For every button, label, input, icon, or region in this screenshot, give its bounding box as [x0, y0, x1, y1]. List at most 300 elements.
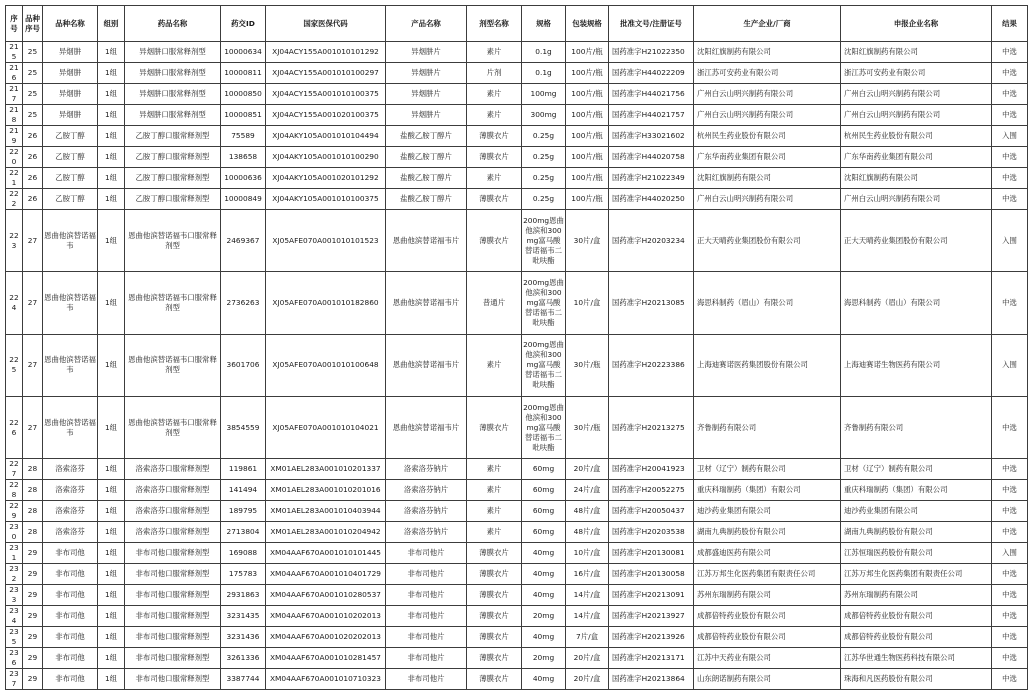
cell-serial-no: 237 [6, 669, 23, 690]
cell-variety-no: 28 [23, 480, 43, 501]
cell-result: 中选 [992, 396, 1028, 458]
cell-product-name: 非布司他片 [386, 669, 467, 690]
cell-variety-name: 乙胺丁醇 [43, 189, 98, 210]
cell-variety-no: 27 [23, 396, 43, 458]
header-cell: 品种序号 [23, 6, 43, 42]
table-row [6, 105, 1028, 126]
cell-package-spec: 20片/盒 [566, 669, 609, 690]
cell-applicant: 珠海和凡医药股份有限公司 [841, 669, 992, 690]
header-cell: 剂型名称 [467, 6, 522, 42]
cell-result: 中选 [992, 501, 1028, 522]
cell-variety-no: 28 [23, 501, 43, 522]
cell-applicant: 成都倍特药业股份有限公司 [841, 606, 992, 627]
header-cell: 规格 [522, 6, 566, 42]
cell-result: 中选 [992, 168, 1028, 189]
cell-approval-number: 国药准字H20213085 [609, 272, 694, 334]
cell-specification: 60mg [522, 459, 566, 480]
cell-dosage-form: 素片 [467, 105, 522, 126]
cell-product-name: 洛索洛芬钠片 [386, 522, 467, 543]
cell-applicant: 上海迪赛诺生物医药有限公司 [841, 334, 992, 396]
cell-applicant: 江苏恒瑞医药股份有限公司 [841, 543, 992, 564]
cell-insurance-code: XJ04AKY105A001010100375 [266, 189, 386, 210]
cell-specification: 200mg恩曲他滨和300mg富马酸替诺福韦二吡呋酯 [522, 334, 566, 396]
cell-specification: 40mg [522, 543, 566, 564]
cell-variety-name: 非布司他 [43, 543, 98, 564]
cell-manufacturer: 迪沙药业集团有限公司 [694, 501, 841, 522]
cell-approval-number: 国药准字H44022209 [609, 63, 694, 84]
cell-package-spec: 30片/盒 [566, 210, 609, 272]
cell-product-name: 盐酸乙胺丁醇片 [386, 126, 467, 147]
cell-specification: 60mg [522, 480, 566, 501]
cell-serial-no: 235 [6, 627, 23, 648]
cell-group: 1组 [98, 210, 125, 272]
cell-serial-no: 222 [6, 189, 23, 210]
cell-manufacturer: 海思科制药（眉山）有限公司 [694, 272, 841, 334]
cell-applicant: 杭州民生药业股份有限公司 [841, 126, 992, 147]
cell-manufacturer: 广州白云山明兴制药有限公司 [694, 84, 841, 105]
table-row [6, 84, 1028, 105]
cell-drug-name: 洛索洛芬口服常释剂型 [125, 459, 221, 480]
table-row [6, 606, 1028, 627]
cell-group: 1组 [98, 459, 125, 480]
cell-variety-no: 29 [23, 543, 43, 564]
cell-dosage-form: 薄膜衣片 [467, 189, 522, 210]
cell-serial-no: 224 [6, 272, 23, 334]
cell-dosage-form: 素片 [467, 480, 522, 501]
cell-drug-name: 非布司他口服常释剂型 [125, 606, 221, 627]
cell-manufacturer: 杭州民生药业股份有限公司 [694, 126, 841, 147]
cell-exchange-id: 3387744 [221, 669, 266, 690]
cell-product-name: 洛索洛芬钠片 [386, 501, 467, 522]
table-row [6, 210, 1028, 272]
cell-variety-name: 异烟肼 [43, 84, 98, 105]
cell-dosage-form: 薄膜衣片 [467, 396, 522, 458]
cell-dosage-form: 薄膜衣片 [467, 669, 522, 690]
cell-variety-no: 27 [23, 210, 43, 272]
cell-applicant: 江苏万邦生化医药集团有限责任公司 [841, 564, 992, 585]
cell-approval-number: 国药准字H20223386 [609, 334, 694, 396]
cell-exchange-id: 10000849 [221, 189, 266, 210]
cell-specification: 20mg [522, 606, 566, 627]
cell-dosage-form: 薄膜衣片 [467, 585, 522, 606]
cell-drug-name: 洛索洛芬口服常释剂型 [125, 522, 221, 543]
cell-product-name: 洛索洛芬钠片 [386, 480, 467, 501]
cell-serial-no: 220 [6, 147, 23, 168]
cell-serial-no: 221 [6, 168, 23, 189]
header-cell: 品种名称 [43, 6, 98, 42]
cell-dosage-form: 素片 [467, 501, 522, 522]
cell-result: 中选 [992, 606, 1028, 627]
header-cell: 申报企业名称 [841, 6, 992, 42]
cell-variety-name: 异烟肼 [43, 63, 98, 84]
cell-variety-no: 25 [23, 42, 43, 63]
cell-specification: 40mg [522, 669, 566, 690]
cell-applicant: 正大天晴药业集团股份有限公司 [841, 210, 992, 272]
cell-approval-number: 国药准字H20213275 [609, 396, 694, 458]
table-row [6, 42, 1028, 63]
cell-insurance-code: XJ04AKY105A001020101292 [266, 168, 386, 189]
cell-approval-number: 国药准字H44021756 [609, 84, 694, 105]
cell-variety-no: 26 [23, 126, 43, 147]
cell-group: 1组 [98, 63, 125, 84]
cell-exchange-id: 3231435 [221, 606, 266, 627]
cell-result: 中选 [992, 480, 1028, 501]
cell-approval-number: 国药准字H20130081 [609, 543, 694, 564]
table-row [6, 126, 1028, 147]
cell-variety-no: 27 [23, 272, 43, 334]
cell-manufacturer: 齐鲁制药有限公司 [694, 396, 841, 458]
cell-group: 1组 [98, 189, 125, 210]
cell-specification: 40mg [522, 564, 566, 585]
cell-dosage-form: 薄膜衣片 [467, 648, 522, 669]
cell-product-name: 盐酸乙胺丁醇片 [386, 189, 467, 210]
cell-applicant: 广州白云山明兴制药有限公司 [841, 189, 992, 210]
cell-approval-number: 国药准字H33021602 [609, 126, 694, 147]
cell-insurance-code: XM01AEL283A001010403944 [266, 501, 386, 522]
cell-applicant: 沈阳红旗制药有限公司 [841, 168, 992, 189]
cell-insurance-code: XJ04ACY155A001010100375 [266, 84, 386, 105]
cell-approval-number: 国药准字H20203538 [609, 522, 694, 543]
cell-variety-name: 非布司他 [43, 585, 98, 606]
table-row [6, 272, 1028, 334]
cell-group: 1组 [98, 272, 125, 334]
cell-manufacturer: 成都盛迪医药有限公司 [694, 543, 841, 564]
table-row [6, 648, 1028, 669]
drug-procurement-table [5, 5, 1028, 690]
cell-package-spec: 100片/瓶 [566, 63, 609, 84]
header-cell: 批准文号/注册证号 [609, 6, 694, 42]
cell-approval-number: 国药准字H20052275 [609, 480, 694, 501]
table-body [6, 42, 1028, 690]
cell-product-name: 非布司他片 [386, 543, 467, 564]
cell-result: 中选 [992, 63, 1028, 84]
cell-specification: 0.25g [522, 147, 566, 168]
cell-result: 中选 [992, 648, 1028, 669]
cell-variety-no: 26 [23, 168, 43, 189]
table-row [6, 564, 1028, 585]
cell-serial-no: 227 [6, 459, 23, 480]
cell-serial-no: 231 [6, 543, 23, 564]
cell-specification: 40mg [522, 627, 566, 648]
cell-drug-name: 异烟肼口服常释剂型 [125, 42, 221, 63]
cell-package-spec: 14片/盒 [566, 606, 609, 627]
table-row [6, 585, 1028, 606]
cell-serial-no: 236 [6, 648, 23, 669]
cell-dosage-form: 普通片 [467, 272, 522, 334]
cell-insurance-code: XM01AEL283A001010204942 [266, 522, 386, 543]
table-row [6, 189, 1028, 210]
cell-manufacturer: 卫材（辽宁）制药有限公司 [694, 459, 841, 480]
cell-insurance-code: XJ04AKY105A001010100290 [266, 147, 386, 168]
cell-dosage-form: 素片 [467, 459, 522, 480]
cell-applicant: 广东华南药业集团有限公司 [841, 147, 992, 168]
cell-insurance-code: XM04AAF670A001010280537 [266, 585, 386, 606]
cell-variety-no: 29 [23, 564, 43, 585]
cell-insurance-code: XJ05AFE070A001010101523 [266, 210, 386, 272]
cell-insurance-code: XJ05AFE070A001010104021 [266, 396, 386, 458]
cell-product-name: 非布司他片 [386, 564, 467, 585]
cell-variety-no: 29 [23, 585, 43, 606]
cell-variety-name: 非布司他 [43, 627, 98, 648]
cell-variety-name: 洛索洛芬 [43, 522, 98, 543]
cell-applicant: 齐鲁制药有限公司 [841, 396, 992, 458]
cell-group: 1组 [98, 501, 125, 522]
cell-product-name: 恩曲他滨替诺福韦片 [386, 334, 467, 396]
cell-insurance-code: XJ05AFE070A001010182860 [266, 272, 386, 334]
cell-variety-no: 28 [23, 522, 43, 543]
cell-result: 中选 [992, 669, 1028, 690]
cell-result: 入围 [992, 543, 1028, 564]
cell-specification: 200mg恩曲他滨和300mg富马酸替诺福韦二吡呋酯 [522, 210, 566, 272]
cell-serial-no: 226 [6, 396, 23, 458]
cell-variety-name: 异烟肼 [43, 42, 98, 63]
cell-package-spec: 20片/盒 [566, 459, 609, 480]
cell-applicant: 浙江苏可安药业有限公司 [841, 63, 992, 84]
cell-drug-name: 乙胺丁醇口服常释剂型 [125, 126, 221, 147]
cell-variety-no: 29 [23, 669, 43, 690]
table-row [6, 522, 1028, 543]
cell-specification: 60mg [522, 522, 566, 543]
cell-package-spec: 100片/瓶 [566, 126, 609, 147]
cell-manufacturer: 江苏中天药业有限公司 [694, 648, 841, 669]
cell-variety-name: 乙胺丁醇 [43, 147, 98, 168]
cell-group: 1组 [98, 168, 125, 189]
cell-exchange-id: 10000634 [221, 42, 266, 63]
cell-applicant: 苏州东瑞制药有限公司 [841, 585, 992, 606]
cell-serial-no: 232 [6, 564, 23, 585]
header-cell: 序号 [6, 6, 23, 42]
cell-manufacturer: 正大天晴药业集团股份有限公司 [694, 210, 841, 272]
cell-approval-number: 国药准字H44021757 [609, 105, 694, 126]
cell-specification: 20mg [522, 648, 566, 669]
cell-specification: 0.1g [522, 63, 566, 84]
cell-applicant: 迪沙药业集团有限公司 [841, 501, 992, 522]
table-row [6, 396, 1028, 458]
cell-variety-name: 非布司他 [43, 564, 98, 585]
cell-result: 中选 [992, 105, 1028, 126]
header-cell: 国家医保代码 [266, 6, 386, 42]
cell-variety-name: 恩曲他滨替诺福韦 [43, 396, 98, 458]
cell-exchange-id: 3854559 [221, 396, 266, 458]
cell-product-name: 非布司他片 [386, 606, 467, 627]
cell-group: 1组 [98, 564, 125, 585]
cell-product-name: 恩曲他滨替诺福韦片 [386, 210, 467, 272]
cell-insurance-code: XM04AAF670A001020202013 [266, 627, 386, 648]
cell-exchange-id: 169088 [221, 543, 266, 564]
cell-exchange-id: 10000636 [221, 168, 266, 189]
cell-variety-no: 25 [23, 105, 43, 126]
cell-variety-no: 26 [23, 189, 43, 210]
cell-dosage-form: 薄膜衣片 [467, 627, 522, 648]
cell-applicant: 重庆科瑞制药（集团）有限公司 [841, 480, 992, 501]
cell-variety-name: 恩曲他滨替诺福韦 [43, 210, 98, 272]
cell-specification: 0.25g [522, 126, 566, 147]
table-row [6, 627, 1028, 648]
cell-package-spec: 30片/瓶 [566, 334, 609, 396]
cell-approval-number: 国药准字H20050437 [609, 501, 694, 522]
cell-package-spec: 24片/盒 [566, 480, 609, 501]
cell-specification: 60mg [522, 501, 566, 522]
cell-serial-no: 233 [6, 585, 23, 606]
cell-result: 中选 [992, 459, 1028, 480]
cell-package-spec: 48片/盒 [566, 522, 609, 543]
cell-specification: 200mg恩曲他滨和300mg富马酸替诺福韦二吡呋酯 [522, 396, 566, 458]
cell-exchange-id: 3231436 [221, 627, 266, 648]
cell-manufacturer: 山东朗诺制药有限公司 [694, 669, 841, 690]
cell-drug-name: 恩曲他滨替诺福韦口服常释剂型 [125, 334, 221, 396]
cell-insurance-code: XM04AAF670A001010710323 [266, 669, 386, 690]
cell-drug-name: 非布司他口服常释剂型 [125, 564, 221, 585]
cell-approval-number: 国药准字H20213927 [609, 606, 694, 627]
cell-serial-no: 215 [6, 42, 23, 63]
cell-group: 1组 [98, 606, 125, 627]
cell-applicant: 成都倍特药业股份有限公司 [841, 627, 992, 648]
cell-approval-number: 国药准字H21022350 [609, 42, 694, 63]
cell-specification: 40mg [522, 585, 566, 606]
cell-exchange-id: 175783 [221, 564, 266, 585]
cell-product-name: 恩曲他滨替诺福韦片 [386, 396, 467, 458]
cell-result: 中选 [992, 42, 1028, 63]
table-row [6, 63, 1028, 84]
cell-variety-no: 29 [23, 648, 43, 669]
cell-approval-number: 国药准字H20213091 [609, 585, 694, 606]
cell-product-name: 异烟肼片 [386, 63, 467, 84]
cell-manufacturer: 成都倍特药业股份有限公司 [694, 627, 841, 648]
cell-serial-no: 219 [6, 126, 23, 147]
cell-insurance-code: XJ04AKY105A001010104494 [266, 126, 386, 147]
cell-specification: 200mg恩曲他滨和300mg富马酸替诺福韦二吡呋酯 [522, 272, 566, 334]
cell-drug-name: 洛索洛芬口服常释剂型 [125, 501, 221, 522]
cell-serial-no: 234 [6, 606, 23, 627]
cell-package-spec: 7片/盒 [566, 627, 609, 648]
cell-applicant: 海思科制药（眉山）有限公司 [841, 272, 992, 334]
cell-dosage-form: 薄膜衣片 [467, 147, 522, 168]
cell-group: 1组 [98, 396, 125, 458]
cell-result: 入围 [992, 334, 1028, 396]
cell-group: 1组 [98, 84, 125, 105]
cell-variety-name: 洛索洛芬 [43, 480, 98, 501]
cell-serial-no: 228 [6, 480, 23, 501]
cell-manufacturer: 成都倍特药业股份有限公司 [694, 606, 841, 627]
cell-exchange-id: 2931863 [221, 585, 266, 606]
cell-applicant: 沈阳红旗制药有限公司 [841, 42, 992, 63]
cell-manufacturer: 广州白云山明兴制药有限公司 [694, 105, 841, 126]
cell-exchange-id: 2713804 [221, 522, 266, 543]
cell-dosage-form: 素片 [467, 334, 522, 396]
cell-manufacturer: 重庆科瑞制药（集团）有限公司 [694, 480, 841, 501]
cell-drug-name: 非布司他口服常释剂型 [125, 585, 221, 606]
cell-specification: 300mg [522, 105, 566, 126]
cell-applicant: 广州白云山明兴制药有限公司 [841, 105, 992, 126]
cell-exchange-id: 2736263 [221, 272, 266, 334]
cell-drug-name: 非布司他口服常释剂型 [125, 669, 221, 690]
cell-result: 中选 [992, 564, 1028, 585]
cell-dosage-form: 薄膜衣片 [467, 543, 522, 564]
header-cell: 药品名称 [125, 6, 221, 42]
cell-manufacturer: 江苏万邦生化医药集团有限责任公司 [694, 564, 841, 585]
cell-drug-name: 洛索洛芬口服常释剂型 [125, 480, 221, 501]
cell-insurance-code: XJ04ACY155A001010100297 [266, 63, 386, 84]
cell-group: 1组 [98, 126, 125, 147]
cell-drug-name: 恩曲他滨替诺福韦口服常释剂型 [125, 396, 221, 458]
header-row [6, 6, 1028, 42]
cell-specification: 0.25g [522, 189, 566, 210]
cell-dosage-form: 薄膜衣片 [467, 606, 522, 627]
cell-applicant: 广州白云山明兴制药有限公司 [841, 84, 992, 105]
cell-variety-no: 29 [23, 627, 43, 648]
cell-exchange-id: 189795 [221, 501, 266, 522]
cell-drug-name: 乙胺丁醇口服常释剂型 [125, 189, 221, 210]
cell-package-spec: 100片/瓶 [566, 168, 609, 189]
cell-exchange-id: 2469367 [221, 210, 266, 272]
cell-package-spec: 20片/盒 [566, 648, 609, 669]
cell-exchange-id: 75589 [221, 126, 266, 147]
cell-variety-no: 25 [23, 63, 43, 84]
cell-product-name: 异烟肼片 [386, 105, 467, 126]
cell-package-spec: 48片/盒 [566, 501, 609, 522]
header-cell: 产品名称 [386, 6, 467, 42]
cell-serial-no: 230 [6, 522, 23, 543]
cell-product-name: 盐酸乙胺丁醇片 [386, 168, 467, 189]
cell-insurance-code: XJ04ACY155A001010101292 [266, 42, 386, 63]
cell-result: 中选 [992, 627, 1028, 648]
cell-approval-number: 国药准字H44020250 [609, 189, 694, 210]
cell-package-spec: 10片/盒 [566, 543, 609, 564]
cell-result: 入围 [992, 126, 1028, 147]
cell-insurance-code: XM04AAF670A001010281457 [266, 648, 386, 669]
cell-group: 1组 [98, 522, 125, 543]
cell-insurance-code: XM04AAF670A001010401729 [266, 564, 386, 585]
cell-dosage-form: 薄膜衣片 [467, 126, 522, 147]
cell-drug-name: 乙胺丁醇口服常释剂型 [125, 168, 221, 189]
cell-variety-name: 非布司他 [43, 669, 98, 690]
cell-insurance-code: XM04AAF670A001010202013 [266, 606, 386, 627]
cell-variety-no: 29 [23, 606, 43, 627]
cell-manufacturer: 浙江苏可安药业有限公司 [694, 63, 841, 84]
cell-dosage-form: 素片 [467, 522, 522, 543]
table-row [6, 147, 1028, 168]
cell-package-spec: 14片/盒 [566, 585, 609, 606]
cell-drug-name: 异烟肼口服常释剂型 [125, 63, 221, 84]
cell-applicant: 江苏华世通生物医药科技有限公司 [841, 648, 992, 669]
cell-insurance-code: XM04AAF670A001010101445 [266, 543, 386, 564]
table-row [6, 334, 1028, 396]
cell-package-spec: 30片/瓶 [566, 396, 609, 458]
cell-group: 1组 [98, 42, 125, 63]
cell-variety-name: 洛索洛芬 [43, 459, 98, 480]
cell-variety-name: 乙胺丁醇 [43, 168, 98, 189]
cell-variety-name: 异烟肼 [43, 105, 98, 126]
table-row [6, 501, 1028, 522]
cell-variety-no: 28 [23, 459, 43, 480]
cell-dosage-form: 素片 [467, 42, 522, 63]
cell-specification: 0.25g [522, 168, 566, 189]
cell-exchange-id: 10000811 [221, 63, 266, 84]
table-row [6, 543, 1028, 564]
cell-variety-no: 26 [23, 147, 43, 168]
cell-dosage-form: 素片 [467, 84, 522, 105]
cell-exchange-id: 141494 [221, 480, 266, 501]
cell-product-name: 非布司他片 [386, 627, 467, 648]
cell-drug-name: 非布司他口服常释剂型 [125, 543, 221, 564]
table-row [6, 168, 1028, 189]
header-cell: 生产企业/厂商 [694, 6, 841, 42]
cell-serial-no: 217 [6, 84, 23, 105]
cell-approval-number: 国药准字H20041923 [609, 459, 694, 480]
cell-insurance-code: XM01AEL283A001010201016 [266, 480, 386, 501]
cell-manufacturer: 沈阳红旗制药有限公司 [694, 168, 841, 189]
header-cell: 组别 [98, 6, 125, 42]
